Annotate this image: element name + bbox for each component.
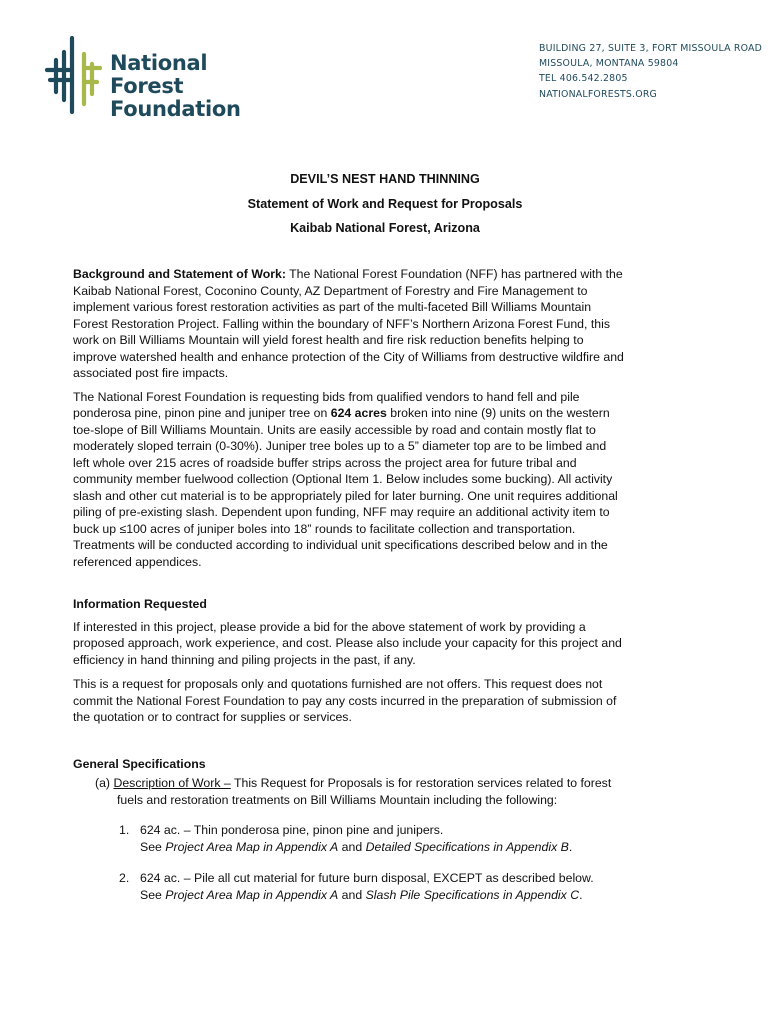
document-titles [0,171,770,245]
background-paragraph [73,266,705,382]
appendix-reference: Slash Pile Specifications in Appendix C [365,887,580,902]
info-paragraph-1 [73,619,705,669]
website-link[interactable]: NATIONALFORESTS.ORG [539,88,657,100]
text-line: referenced appendices. [73,554,202,569]
text-line: This is a request for proposals only and quotations furnished are not offers. This request does not [73,677,603,691]
letterhead-address [539,41,764,102]
text-line: fuels and restoration treatments on Bill Williams Mountain including the following: [117,792,558,807]
text-line: Kaibab National Forest, Coconino County, AZ Department of Forestry and Fire Management to [73,283,588,298]
appendix-reference: Detailed Specifications in Appendix B [365,839,569,854]
request-paragraph [73,389,705,571]
document-subtitle: Statement of Work and Request for Proposals [247,196,523,211]
general-heading: General Specifications [73,756,206,771]
logo-line-1: National Forest [110,51,208,98]
text-line: piling of pre-existing slash. Dependent upon funding, NFF may require an additional activity item to [73,505,610,519]
text-segment: This Request for Proposals is for restoration services related to forest [230,776,612,790]
document-title: DEVIL’S NEST HAND THINNING [290,172,480,186]
text-segment: . [568,839,573,854]
text-segment: See [140,839,166,854]
text-segment: and [338,839,366,854]
logo-line-2: Foundation [110,97,241,121]
document-location: Kaibab National Forest, Arizona [290,221,480,235]
text-line: work on Bill Williams Mountain will yield forest health and fire risk reduction benefits helping to [73,333,584,347]
text-line: implement various forest restoration activities as part of the multi-faceted Bill Williams Mountain [73,300,592,314]
text-line: moderately sloped terrain (0-30%). Juniper tree boles up to a 5” diameter top are to be limbed and [73,439,607,453]
info-paragraph-2 [73,676,705,726]
text-line: toe-slope of Bill Williams Mountain. Units are easily accessible by road and contain mostly flat to [73,422,596,437]
work-item-1 [119,822,705,855]
address-line: MISSOULA, MONTANA 59804 [539,58,679,70]
text-line: The National Forest Foundation (NFF) has partnered with the [289,267,623,281]
item-prefix: (a) [95,776,114,790]
text-line: 624 ac. – Pile all cut material for future burn disposal, EXCEPT as described below. [140,871,594,885]
background-heading: Background and Statement of Work: [73,267,286,281]
text-line: efficiency in hand thinning and piling projects in the past, if any. [73,652,416,667]
nff-logo [44,36,284,121]
address-line: TEL 406.542.2805 [539,73,628,85]
text-segment: and [338,887,366,902]
logo-wordmark [110,52,284,121]
item-number: 1. [119,823,130,837]
text-segment: . [579,887,583,902]
text-segment: See [140,887,166,902]
text-segment: broken into nine (9) units on the western [386,406,610,420]
text-segment: ponderosa pine, pinon pine and juniper tree on [73,406,331,420]
address-line: BUILDING 27, SUITE 3, FORT MISSOULA ROAD [539,43,763,54]
item-label: Description of Work – [113,776,231,790]
appendix-reference: Project Area Map in Appendix A [165,839,339,854]
text-line: the quotation or to contract for supplies or services. [73,710,352,724]
text-line: If interested in this project, please provide a bid for the above statement of work by providing a [73,619,586,634]
tree-logo-icon [44,36,106,116]
text-line: commit the National Forest Foundation to pay any costs incurred in the preparation of submission of [73,693,617,708]
text-line: associated post fire impacts. [73,366,229,380]
text-line: Forest Restoration Project. Falling within the boundary of NFF’s Northern Arizona Forest Fund, this [73,316,610,331]
acreage-emphasis: 624 acres [330,406,387,420]
text-line: The National Forest Foundation is requesting bids from qualified vendors to hand fell and pile [73,389,580,404]
appendix-reference: Project Area Map in Appendix A [165,887,339,902]
text-line: 624 ac. – Thin ponderosa pine, pinon pine and junipers. [140,823,444,837]
text-line: Treatments will be conducted according to individual unit specifications described below and in the [73,538,608,552]
text-line: buck up ≤100 acres of juniper boles into 18” rounds to facilitate collection and transportation. [73,521,576,536]
text-line: slash and other cut material is to be appropriately piled for later burning. One unit requires additional [73,488,618,503]
document-body [73,266,705,903]
text-line: left whole over 215 acres of roadside buffer strips across the project area for future tribal and [73,455,577,470]
item-number: 2. [119,871,130,885]
text-line: improve watershed health and enhance protection of the City of Williams from destructive wildfire and [73,349,624,364]
text-line: proposed approach, work experience, and cost. Please also include your capacity for this project and [73,636,622,650]
work-item-2 [119,870,705,903]
spec-item-a [95,775,705,808]
info-heading: Information Requested [73,597,207,611]
text-line: community member fuelwood collection (Optional Item 1. Below includes some bucking). All activity [73,472,613,486]
